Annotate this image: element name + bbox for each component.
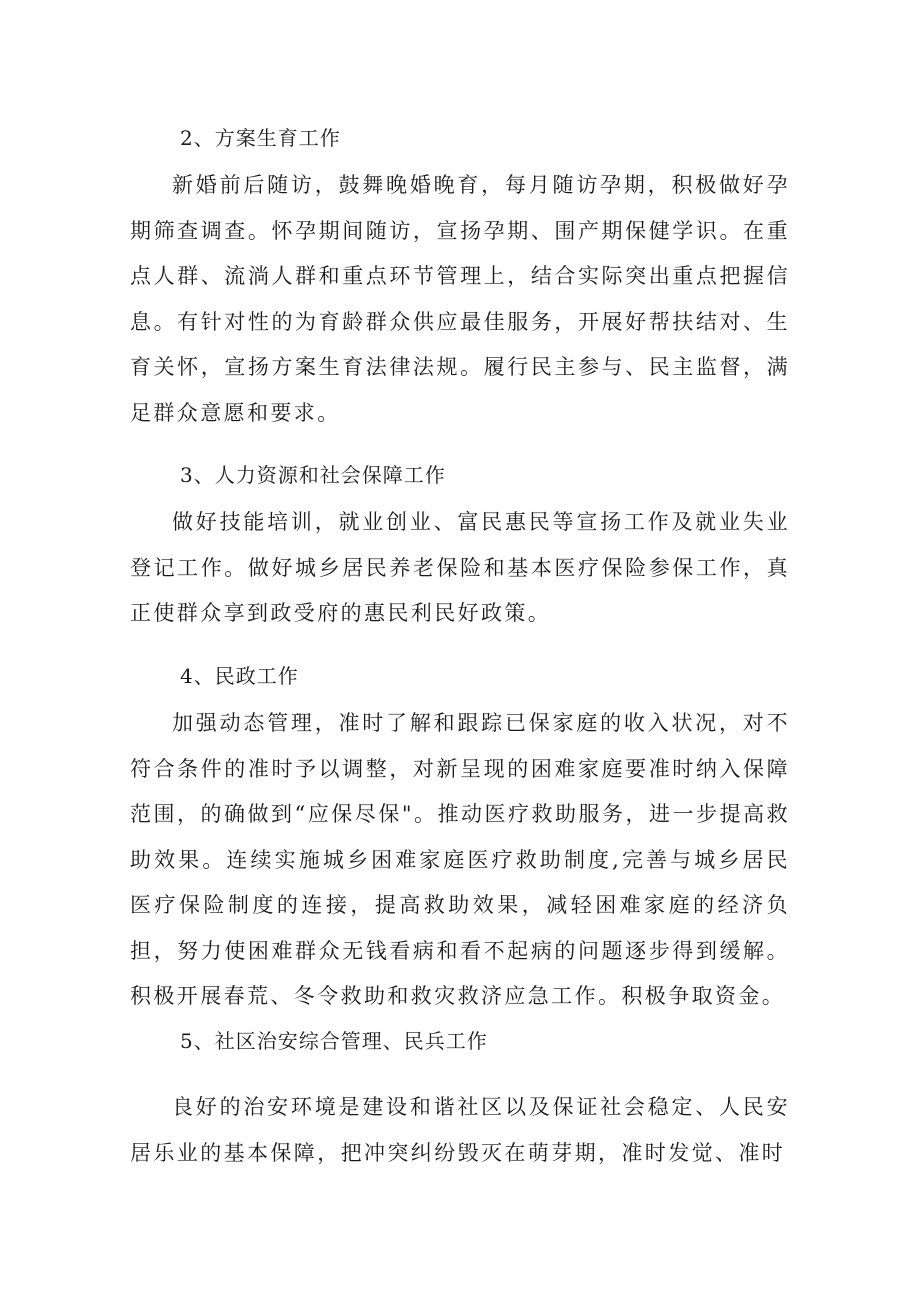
section-paragraph-public-security: 良好的治安环境是建设和谐社区以及保证社会稳定、人民安居乐业的基本保障，把冲突纠纷毁灭在萌芽期，准时发觉、准时 [130, 1095, 790, 1165]
section-paragraph-human-resources: 做好技能培训，就业创业、富民惠民等宣扬工作及就业失业登记工作。做好城乡居民养老保险和基本医疗保险参保工作，真正使群众享到政受府的惠民利民好政策。 [130, 510, 790, 625]
section-heading-civil-affairs: 4、民政工作 [180, 664, 299, 688]
section-heading-public-security: 5、社区治安综合管理、民兵工作 [180, 1029, 488, 1053]
section-heading-human-resources: 3、人力资源和社会保障工作 [180, 463, 446, 487]
section-paragraph-family-planning: 新婚前后随访，鼓舞晚婚晚育，每月随访孕期，积极做好孕期筛查调查。怀孕期间随访，宣扬孕期、围产期保健学识。在重点人群、流淌人群和重点环节管理上，结合实际突出重点把握信息。有针对性的为育龄群众供应最佳服务，开展好帮扶结对、生育关怀，宣扬方案生育法律法规。履行民主参与、民主监督，满足群众意愿和要求。 [130, 173, 790, 425]
section-paragraph-civil-affairs: 加强动态管理，准时了解和跟踪已保家庭的收入状况，对不符合条件的准时予以调整，对新呈现的困难家庭要准时纳入保障范围，的确做到“应保尽保"。推动医疗救助服务，进一步提高救助效果。连续实施城乡困难家庭医疗救助制度,完善与城乡居民医疗保险制度的连接，提高救助效果，减轻困难家庭的经济负担，努力使困难群众无钱看病和看不起病的问题逐步得到缓解。积极开展春荒、冬令救助和救灾救济应急工作。积极争取资金。 [130, 711, 790, 1008]
section-heading-family-planning: 2、方案生育工作 [180, 126, 341, 150]
